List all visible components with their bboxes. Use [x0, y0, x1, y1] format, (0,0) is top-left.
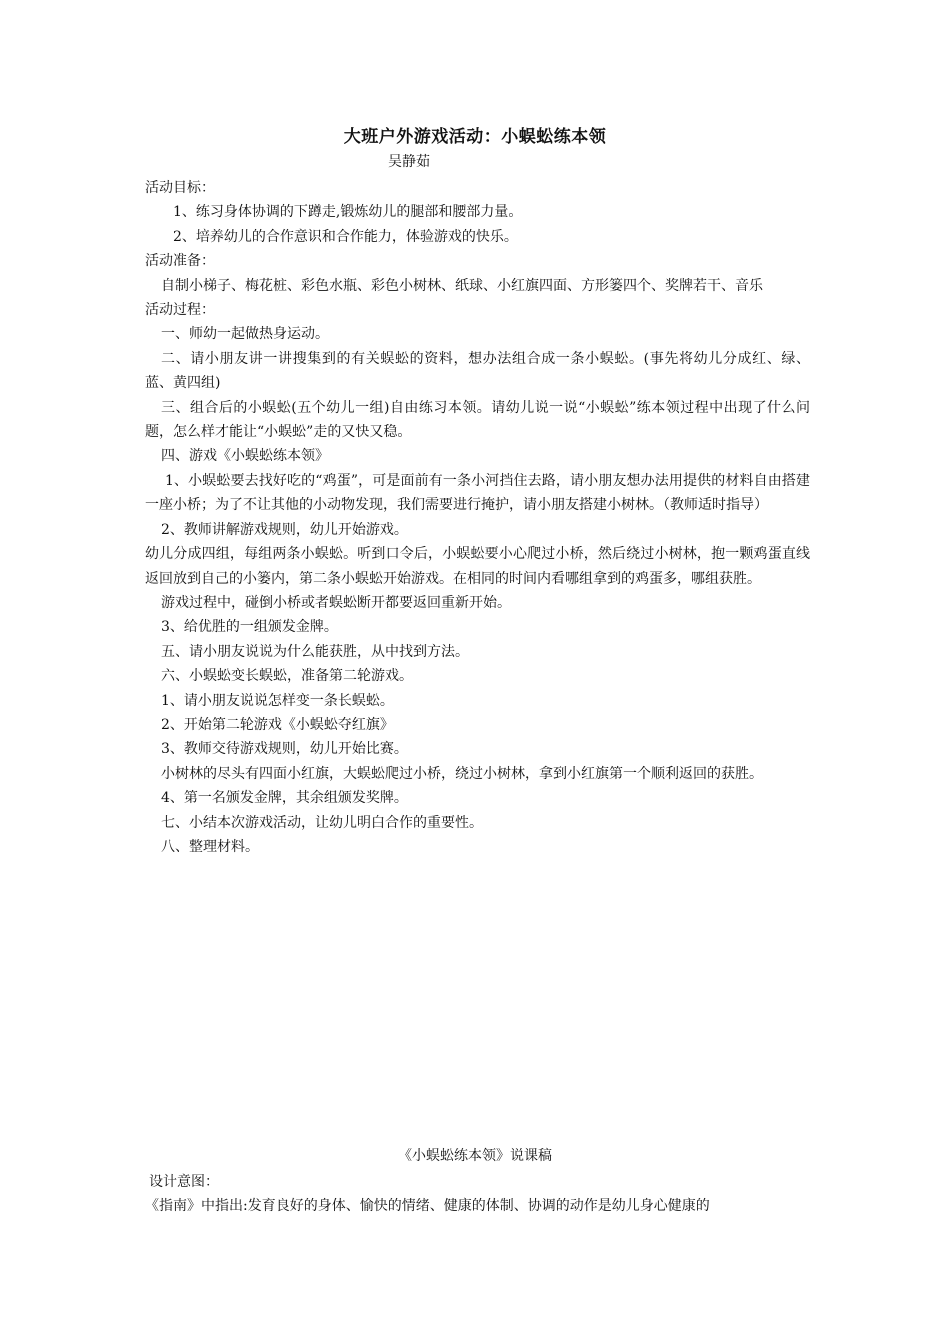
- document-author: 吴静茹: [388, 154, 430, 170]
- document-body: [145, 176, 810, 859]
- process-step-7: 七、小结本次游戏活动，让幼儿明白合作的重要性。: [161, 814, 483, 831]
- game-restart-rule: 游戏过程中，碰倒小桥或者蜈蚣断开都要返回重新开始。: [161, 594, 511, 611]
- section2-body: [145, 1170, 810, 1219]
- game-rules-text: 幼儿分成四组，每组两条小蜈蚣。听到口令后，小蜈蚣要小心爬过小桥，然后绕过小树林，抱一颗鸡蛋直线返回放到自己的小篓内，第二条小蜈蚣开始游戏。在相同的时间内看哪组拿到的鸡蛋多，哪组获胜。: [145, 546, 810, 587]
- goal-item-1: 1、练习身体协调的下蹲走,锻炼幼儿的腿部和腰部力量。: [173, 204, 523, 221]
- process-step-8: 八、整理材料。: [161, 838, 259, 855]
- goal-item-2: 2、培养幼儿的合作意识和合作能力，体验游戏的快乐。: [173, 228, 518, 245]
- game-step-1: 1、小蜈蚣要去找好吃的“鸡蛋”，可是面前有一条小河挡住去路，请小朋友想办法用提供的材料自由搭建一座小桥；为了不让其他的小动物发现，我们需要进行掩护，请小朋友搭建小树林。（教师适时指导）: [145, 472, 810, 514]
- round2-step-3: 3、教师交待游戏规则，幼儿开始比赛。: [161, 741, 408, 758]
- section-heading-preparation: 活动准备：: [145, 253, 215, 270]
- preparation-text: 自制小梯子、梅花桩、彩色水瓶、彩色小树林、纸球、小红旗四面、方形篓四个、奖牌若干、音乐: [161, 277, 763, 294]
- round2-step-1: 1、请小朋友说说怎样变一条长蜈蚣。: [161, 692, 394, 709]
- game-step-2: 2、教师讲解游戏规则，幼儿开始游戏。: [161, 521, 408, 538]
- section-heading-goals: 活动目标：: [145, 180, 215, 196]
- process-step-5: 五、请小朋友说说为什么能获胜，从中找到方法。: [161, 643, 469, 660]
- process-step-2: 二、请小朋友讲一讲搜集到的有关蜈蚣的资料，想办法组合成一条小蜈蚣。(事先将幼儿分成红、绿、蓝、黄四组): [145, 350, 810, 392]
- section2-title: 《小蜈蚣练本领》说课稿: [398, 1148, 552, 1164]
- round2-rules-text: 小树林的尽头有四面小红旗，大蜈蚣爬过小桥，绕过小树林，拿到小红旗第一个顺利返回的获胜。: [161, 765, 763, 782]
- section-heading-process: 活动过程：: [145, 302, 215, 319]
- round2-step-4: 4、第一名颁发金牌，其余组颁发奖牌。: [161, 790, 408, 807]
- section2-heading: 设计意图：: [149, 1174, 219, 1190]
- process-step-4: 四、游戏《小蜈蚣练本领》: [161, 448, 329, 465]
- round2-step-2: 2、开始第二轮游戏《小蜈蚣夺红旗》: [161, 716, 394, 733]
- process-step-1: 一、师幼一起做热身运动。: [161, 326, 329, 343]
- document-title: 大班户外游戏活动：小蜈蚣练本领: [343, 127, 607, 147]
- process-step-3: 三、组合后的小蜈蚣(五个幼儿一组)自由练习本领。请幼儿说一说“小蜈蚣”练本领过程中出现了什么问题，怎么样才能让“小蜈蚣”走的又快又稳。: [145, 399, 810, 441]
- game-step-3: 3、给优胜的一组颁发金牌。: [161, 619, 338, 636]
- process-step-6: 六、小蜈蚣变长蜈蚣，准备第二轮游戏。: [161, 668, 413, 685]
- section2-text: 《指南》中指出:发育良好的身体、愉快的情绪、健康的体制、协调的动作是幼儿身心健康的: [145, 1198, 710, 1215]
